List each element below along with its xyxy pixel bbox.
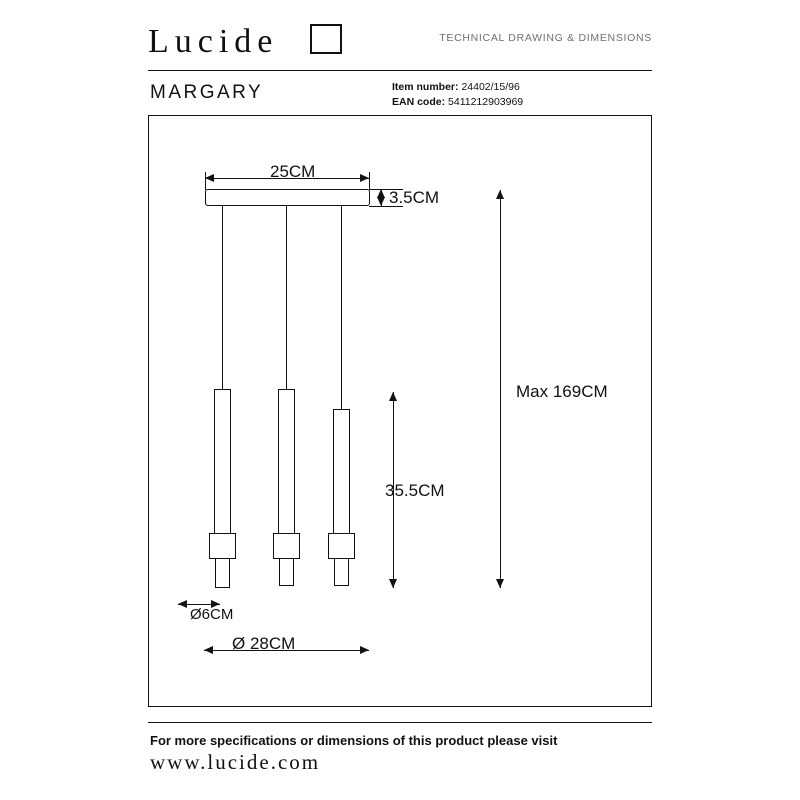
ext-line-width-right [369, 172, 370, 190]
brand-logo-text: Lucide [148, 23, 279, 60]
dim-label-tube-diameter: Ø6CM [190, 606, 234, 623]
dim-arrow-max-bottom [496, 579, 504, 588]
ean-code-label: EAN code: [392, 96, 446, 108]
dim-arrow-spread-left [204, 646, 213, 654]
cord-right [341, 206, 342, 409]
dim-arrow-tube-bottom [389, 579, 397, 588]
dim-arrow-canopy-down [377, 197, 385, 206]
dim-arrow-width-left [205, 174, 214, 182]
ean-code-row [392, 95, 523, 110]
technical-drawing-caption: TECHNICAL DRAWING & DIMENSIONS [439, 32, 652, 44]
bulb-stub-center [279, 558, 294, 586]
bulb-stub-left [215, 558, 230, 588]
dim-arrow-spread-right [360, 646, 369, 654]
footer-note: For more specifications or dimensions of this product please visit [150, 733, 558, 748]
ean-code-value: 5411212903969 [448, 96, 524, 108]
cord-center [286, 206, 287, 389]
dim-label-width: 25CM [270, 162, 316, 181]
item-number-value: 24402/15/96 [461, 81, 520, 93]
dim-label-spread-diameter: Ø 28CM [232, 634, 296, 653]
logo-square-icon [310, 24, 342, 54]
dim-arrow-max-top [496, 190, 504, 199]
collar-right [328, 533, 355, 559]
dim-line-max-height [500, 190, 501, 588]
bulb-stub-right [334, 558, 349, 586]
collar-center [273, 533, 300, 559]
pendant-tube-center [278, 389, 295, 535]
collar-left [209, 533, 236, 559]
brand-logo [148, 22, 373, 62]
item-number-row [392, 80, 523, 95]
pendant-tube-left [214, 389, 231, 535]
product-identifiers [392, 80, 523, 110]
dim-label-max-height: Max 169CM [516, 382, 608, 401]
dim-label-canopy-height: 3.5CM [389, 188, 440, 207]
dim-arrow-tube-top [389, 392, 397, 401]
dim-arrow-tube-diameter-left [178, 600, 187, 608]
footer-divider [148, 722, 652, 723]
footer-website-link[interactable]: www.lucide.com [150, 750, 321, 774]
item-number-label: Item number: [392, 81, 459, 93]
dim-arrow-width-right [360, 174, 369, 182]
canopy-plate [205, 189, 370, 206]
page-title: MARGARY [150, 82, 264, 103]
pendant-tube-right [333, 409, 350, 535]
dim-label-tube-length: 35.5CM [385, 481, 445, 500]
cord-left [222, 206, 223, 389]
header-divider [148, 70, 652, 71]
